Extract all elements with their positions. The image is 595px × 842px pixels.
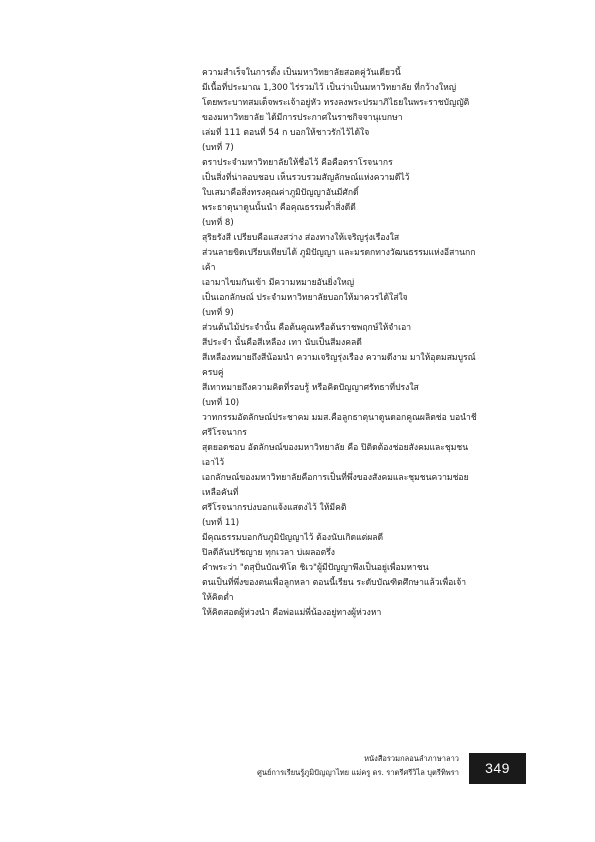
- text-line: เค้า: [202, 263, 216, 273]
- text-line: ความสำเร็จในการตั้ง เป็นมหาวิทยาลัยสอดคู่วันเดียวนี้: [202, 68, 401, 78]
- text-line: ครบคู่: [202, 368, 224, 378]
- text-line: ศรีโรจนากร: [202, 428, 247, 438]
- text-line: เป็นเอกลักษณ์ ประจำมหาวิทยาลัยบอกให้มาควรได้ใส่ใจ: [202, 293, 408, 303]
- text-line: (บทที่ 9): [202, 308, 234, 318]
- text-line: ปิลดีลันปรัชญาย ทุกเวลา บ่เผลอตรึ่ง: [202, 548, 335, 558]
- text-line: สีเทาหมายถึงความคิดที่รอบรู้ หรือคิดปัญญาศรัทธาที่ปรงใส: [202, 383, 419, 393]
- text-line: สุดยอดชอบ อัตลักษณ์ของมหาวิทยาลัย คือ ปิติดต้องช่อยสังคมและชุมชน: [202, 443, 469, 453]
- footer-book-title: หนังสือรวมกลอนลำภาษาลาว: [364, 754, 459, 763]
- text-line: เป็นสิ่งที่น่าลอบชอบ เห็นรวบรวมสัญลักษณ์แห่งความดีไว้: [202, 173, 410, 183]
- text-line: ตราประจำมหาวิทยาลัยให้ชื่อไว้ คือคือตราโรจนากร: [202, 158, 393, 168]
- text-line: เอามาไขมกันเข้า มีความหมายอันยิ่งใหญ่: [202, 278, 355, 288]
- text-line: ศรีโรจนากรบ่งบอกแจ้งแสดงไว้ ให้มีคติ: [202, 503, 347, 513]
- text-line: (บทที่ 7): [202, 143, 234, 153]
- text-line: มีคุณธรรมบอกกับภูมิปัญญาไว้ ต้องนับเกิดแต่ผลดี: [202, 533, 384, 543]
- text-line: คำพระว่า "ตสุปั่นบัณฑิโต ชิเว"ผู้มีปัญญาพึงเป็นอยู่เพื่อมหาชน: [202, 563, 429, 573]
- text-line: ให้คิดต่ำ: [202, 593, 234, 603]
- text-line: (บทที่ 11): [202, 518, 240, 528]
- text-line: ใบเสมาคือสิ่งทรงคุณค่าภูมิปัญญาอันมีศักดิ์: [202, 188, 359, 198]
- page-number: 349: [469, 753, 526, 784]
- text-line: เอกลักษณ์ของมหาวิทยาลัยคือการเป็นที่พึ่งของสังคมและชุมชนความช่อย: [202, 473, 469, 483]
- text-line: เอาไว้: [202, 458, 225, 468]
- text-line: สีประจำ นั้นคือสีเหลือง เทา นับเป็นสีมงคลดี: [202, 338, 362, 348]
- text-line: ส่วนต้นไม้ประจำนั้น คือต้นคูณหรือต้นราชพฤกษ์ให้จำเอา: [202, 323, 412, 333]
- text-line: พระธาตุนาดูนนั้นนำ คือคุณธรรมค้ำสิ่งดีดี: [202, 203, 356, 213]
- text-line: โดยพระบาทสมเด็จพระเจ้าอยู่หัว ทรงลงพระปรมาภิไธยในพระราชบัญญัติ: [202, 98, 470, 108]
- text-line: (บทที่ 8): [202, 218, 234, 228]
- text-line: เหลือคันที่: [202, 488, 239, 498]
- text-line: ส่วนลายขิดเปรียบเทียบได้ ภูมิปัญญา และมรดกทางวัฒนธรรมแห่งอีสานกก: [202, 248, 476, 258]
- text-line: ให้คิดสอดผู้ห่วงนำ คือพ่อแม่พี่น้องอยู่ทางผู้ห่วงหา: [202, 608, 382, 618]
- text-line: (บทที่ 10): [202, 398, 240, 408]
- text-line: สีเหลืองหมายถึงสีน้อมนำ ความเจริญรุ่งเรือง ความดีงาม มาให้อุดมสมบูรณ์: [202, 353, 476, 363]
- text-line: มีเนื้อที่ประมาณ 1,300 ไร่รวมไว้ เป็นว่าเป็นมหาวิทยาลัย ที่กว้างใหญ่: [202, 83, 457, 93]
- footer-author-line: ศูนย์การเรียนรู้ภูมิปัญญาไทย แม่ครู ดร. ราตรีศรีวิไล บุตรีทิพรา: [257, 768, 459, 777]
- text-line: ของมหาวิทยาลัย ได้มีการประกาศในราชกิจจานุเบกษา: [202, 113, 403, 123]
- text-line: วาทกรรมอัตลักษณ์ประชาคม มมส.คือลูกธาตุนาดูนดอกคูณผลิตช่อ บอนำชี: [202, 413, 477, 423]
- text-line: สุริยรังสี เปรียบคือแสงสว่าง ส่องทางให้เจริญรุ่งเรืองใส: [202, 233, 400, 243]
- text-line: เล่มที่ 111 ตอนที่ 54 ก บอกให้ชาวรักไว้ได้ใจ: [202, 128, 370, 138]
- footer: [214, 752, 459, 780]
- text-line: ตนเป็นที่พึ่งของตนเพื่อลูกหลา ตอนนี้เรียน ระดับบัณฑิตศึกษาแล้วเพื่อเจ้า: [202, 578, 467, 588]
- poem-body: [202, 66, 532, 621]
